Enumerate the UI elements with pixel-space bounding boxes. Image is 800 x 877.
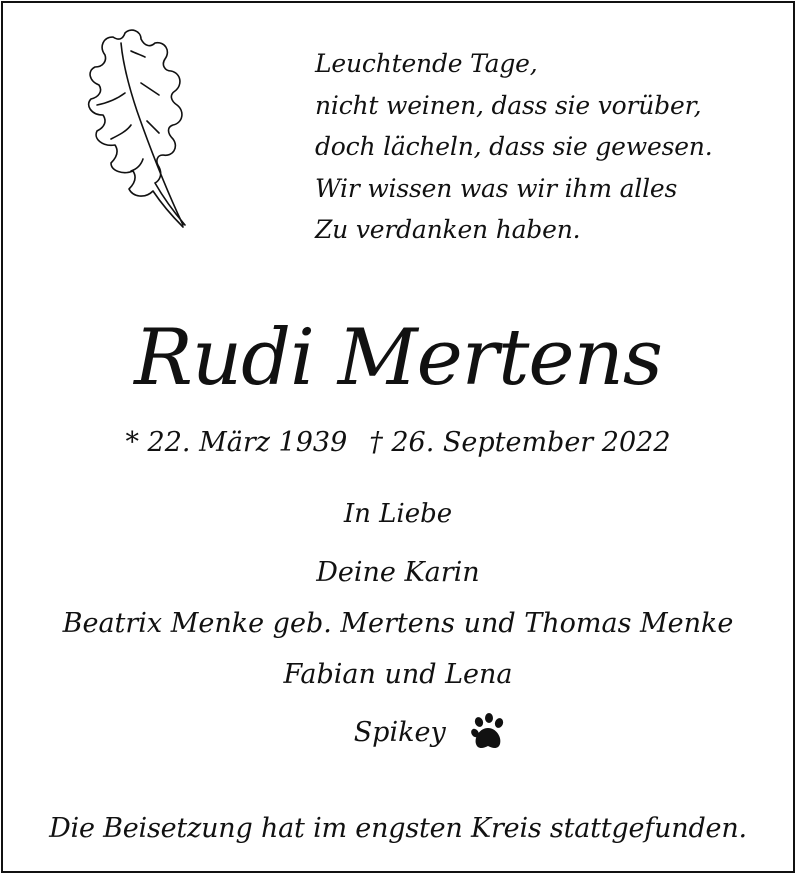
poem-line: nicht weinen, dass sie vorüber, (315, 90, 702, 120)
poem-line: doch lächeln, dass sie gewesen. (315, 132, 713, 161)
pet-name: Spikey (353, 716, 446, 748)
death-date: † 26. September 2022 (369, 427, 671, 458)
funeral-note: Die Beisetzung hat im engsten Kreis stattgefunden. (49, 813, 747, 844)
poem-line: Wir wissen was wir ihm alles (315, 173, 678, 203)
life-dates (3, 423, 793, 463)
pet-line (3, 713, 793, 751)
paw-print-icon (470, 713, 506, 751)
spouse-line: Deine Karin (316, 557, 480, 588)
birth-date: * 22. März 1939 (125, 427, 348, 458)
grandchildren-line: Fabian und Lena (283, 659, 513, 690)
poem-line: Leuchtende Tage, (315, 49, 538, 78)
obituary-notice (1, 1, 795, 873)
poem (315, 43, 712, 251)
oak-leaf-icon (75, 21, 201, 233)
children-line: Beatrix Menke geb. Mertens und Thomas Menke (62, 608, 734, 639)
poem-line: Zu verdanken haben. (315, 215, 581, 244)
deceased-name: Rudi Mertens (134, 313, 662, 403)
in-love-line: In Liebe (343, 499, 453, 529)
